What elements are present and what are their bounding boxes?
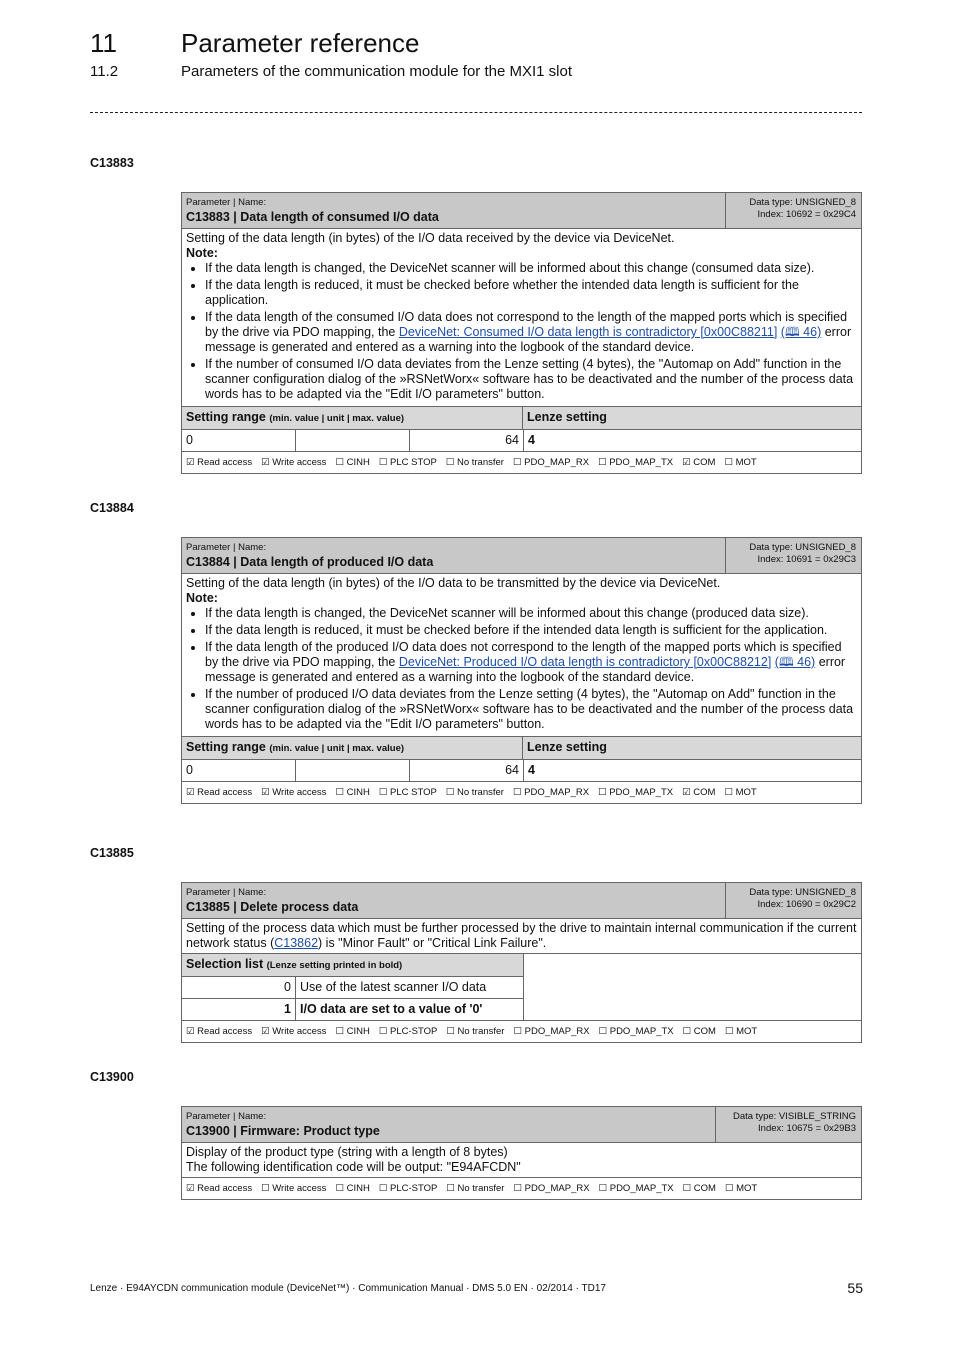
min-value: 0 (182, 430, 296, 451)
access-flag: ☐ PLC-STOP (378, 1026, 438, 1037)
list-item (205, 310, 857, 355)
selection-list-hint: (Lenze setting printed in bold) (266, 960, 403, 971)
access-flag: ☐ No transfer (446, 1026, 505, 1037)
page-ref-link[interactable]: (🕮 46) (774, 655, 816, 669)
param-tag: Parameter | Name: (186, 197, 267, 208)
list-item: • If the data length is reduced, it must be checked before whether the intended data length is sufficient for the application. (205, 278, 857, 308)
data-type: Data type: UNSIGNED_8 (749, 197, 856, 208)
access-flag: ☐ PDO_MAP_TX (598, 1183, 674, 1194)
access-flag: ☑ Read access (186, 787, 253, 798)
param-index: Index: 10692 = 0x29C4 (757, 208, 856, 220)
unit-value (296, 430, 410, 451)
param-description (182, 229, 861, 407)
lenze-setting-label: Lenze setting (527, 410, 607, 424)
access-flag: ☐ PLC STOP (378, 787, 437, 798)
access-flag: ☐ MOT (724, 1183, 758, 1194)
footer-text: Lenze · E94AYCDN communication module (DeviceNet™) · Communication Manual · DMS 5.0 EN · 02/2014 · TD17 (90, 1283, 606, 1294)
access-row (182, 1021, 861, 1042)
access-flag: ☐ No transfer (445, 457, 504, 468)
param-description (182, 574, 861, 737)
access-flag: ☐ CINH (335, 1183, 370, 1194)
setting-range-label: Setting range (186, 410, 266, 424)
page-number: 55 (847, 1280, 863, 1296)
selection-row (182, 998, 523, 1020)
access-flag: ☐ PDO_MAP_RX (512, 787, 590, 798)
param-header (182, 538, 861, 574)
param-label-c13900: C13900 (90, 1070, 134, 1084)
description-text: Display of the product type (string with a length of 8 bytes) (186, 1145, 508, 1159)
selection-value: 1 (182, 999, 296, 1020)
data-type: Data type: VISIBLE_STRING (732, 1111, 856, 1122)
param-table-c13900 (181, 1106, 862, 1200)
param-header (182, 193, 861, 229)
note-list (186, 606, 857, 732)
param-label-c13885: C13885 (90, 846, 134, 860)
access-flag: ☐ PDO_MAP_RX (512, 457, 590, 468)
description-text: Setting of the data length (in bytes) of the I/O data received by the device via DeviceNet. (186, 231, 675, 245)
param-label-c13884: C13884 (90, 501, 134, 515)
selection-text: I/O data are set to a value of '0' (300, 1002, 483, 1016)
access-flag: ☑ Write access (261, 457, 327, 468)
access-flag: ☑ COM (682, 457, 716, 468)
max-value: 64 (410, 430, 524, 451)
param-name: C13883 | Data length of consumed I/O data (186, 210, 439, 224)
note-text: error message is generated and entered as a warning into the logbook of the standard device. (205, 655, 846, 684)
list-item: • If the data length is reduced, it must be checked before if the intended data length is sufficient for the application. (205, 623, 857, 638)
param-name: C13885 | Delete process data (186, 900, 359, 914)
selection-value: 0 (182, 977, 296, 998)
page-ref-link[interactable]: (🕮 46) (780, 325, 822, 339)
list-item: • If the number of consumed I/O data deviates from the Lenze setting (4 bytes), the "Automap on Add" function in the scanner configuration dialog of the »RSNetWorx« software has to be deactivated and the number of the process data words has to be adapted via the "Edit I/O parameters" button. (205, 357, 857, 402)
access-flag: ☐ CINH (335, 787, 370, 798)
access-flag: ☑ Write access (261, 1026, 327, 1037)
access-flag: ☑ COM (682, 787, 716, 798)
access-flag: ☐ No transfer (445, 787, 504, 798)
header-divider (90, 112, 862, 113)
list-item: • If the number of produced I/O data deviates from the Lenze setting (4 bytes), the "Automap on Add" function in the scanner configuration dialog of the »RSNetWorx« software has to be deactivated and the number of the process data words has to be adapted via the "Edit I/O parameters" button. (205, 687, 857, 732)
access-row (182, 452, 861, 473)
access-flag: ☐ CINH (335, 1026, 370, 1037)
lenze-setting-label: Lenze setting (527, 740, 607, 754)
lenze-value: 4 (528, 433, 535, 447)
chapter-number: 11 (90, 28, 117, 58)
param-table-c13883 (181, 192, 862, 474)
access-flag: ☐ MOT (724, 1026, 758, 1037)
note-text: If the data length of the produced I/O data does not correspond to the length of the mapped ports which is specified by the drive via PDO mapping, the (205, 640, 842, 669)
note-text: error message is generated and entered as a warning into the logbook of the standard device. (205, 325, 852, 354)
param-index: Index: 10675 = 0x29B3 (758, 1122, 856, 1134)
max-value: 64 (410, 760, 524, 781)
error-link[interactable]: DeviceNet: Consumed I/O data length is contradictory [0x00C88211] (398, 325, 778, 339)
access-flag: ☐ PLC-STOP (378, 1183, 438, 1194)
setting-range-hint: (min. value | unit | max. value) (269, 413, 405, 424)
access-row (182, 782, 861, 803)
setting-values-row (182, 760, 861, 782)
section-number: 11.2 (90, 63, 119, 80)
selection-list-label: Selection list (186, 957, 264, 971)
description-part: ) is "Minor Fault" or "Critical Link Failure". (318, 936, 547, 950)
param-name: C13884 | Data length of produced I/O data (186, 555, 434, 569)
setting-values-row (182, 430, 861, 452)
param-header (182, 883, 861, 919)
access-flag: ☐ PDO_MAP_RX (513, 1183, 590, 1194)
access-flag: ☐ PDO_MAP_RX (513, 1026, 590, 1037)
description-part: Setting of the process data which must be further processed by the drive to maintain internal communication if the current network status ( (186, 921, 857, 950)
selection-list (182, 954, 861, 1021)
param-table-c13885 (181, 882, 862, 1043)
lenze-value: 4 (528, 763, 535, 777)
access-flag: ☐ COM (682, 1026, 716, 1037)
setting-range-hint: (min. value | unit | max. value) (269, 743, 405, 754)
error-link[interactable]: DeviceNet: Produced I/O data length is contradictory [0x00C88212] (398, 655, 772, 669)
param-tag: Parameter | Name: (186, 542, 267, 553)
note-label: Note: (186, 246, 218, 260)
param-name: C13900 | Firmware: Product type (186, 1124, 380, 1138)
access-flag: ☐ MOT (724, 457, 757, 468)
param-index: Index: 10691 = 0x29C3 (757, 553, 856, 565)
selection-row (182, 976, 523, 998)
data-type: Data type: UNSIGNED_8 (749, 887, 856, 898)
param-header (182, 1107, 861, 1143)
access-flag: ☑ Read access (186, 1026, 253, 1037)
access-flag: ☐ No transfer (446, 1183, 505, 1194)
param-description (182, 1143, 861, 1178)
note-list (186, 261, 857, 402)
setting-header-row (182, 737, 861, 760)
parameter-link[interactable]: C13862 (274, 936, 319, 950)
param-label-c13883: C13883 (90, 156, 134, 170)
section-title: Parameters of the communication module for the MXI1 slot (181, 63, 573, 80)
note-label: Note: (186, 591, 218, 605)
unit-value (296, 760, 410, 781)
access-flag: ☐ CINH (335, 457, 370, 468)
description-text: Setting of the data length (in bytes) of the I/O data to be transmitted by the device via DeviceNet. (186, 576, 721, 590)
access-flag: ☑ Read access (186, 1183, 253, 1194)
setting-range-label: Setting range (186, 740, 266, 754)
param-description (182, 919, 861, 954)
min-value: 0 (182, 760, 296, 781)
access-row (182, 1178, 861, 1199)
access-flag: ☐ COM (682, 1183, 716, 1194)
param-tag: Parameter | Name: (186, 1111, 267, 1122)
list-item (205, 640, 857, 685)
note-text: If the data length of the consumed I/O data does not correspond to the length of the mapped ports which is specified by the drive via PDO mapping, the (205, 310, 848, 339)
selection-text: Use of the latest scanner I/O data (300, 980, 487, 994)
param-index: Index: 10690 = 0x29C2 (757, 898, 856, 910)
access-flag: ☑ Read access (186, 457, 253, 468)
access-flag: ☐ Write access (261, 1183, 327, 1194)
list-item: • If the data length is changed, the DeviceNet scanner will be informed about this change (consumed data size). (205, 261, 857, 276)
chapter-title: Parameter reference (181, 28, 420, 58)
description-text (186, 921, 857, 951)
param-table-c13884 (181, 537, 862, 804)
data-type: Data type: UNSIGNED_8 (749, 542, 856, 553)
access-flag: ☐ PLC STOP (378, 457, 437, 468)
access-flag: ☐ MOT (724, 787, 757, 798)
description-text: The following identification code will be output: "E94AFCDN" (186, 1160, 521, 1174)
access-flag: ☑ Write access (261, 787, 327, 798)
access-flag: ☐ PDO_MAP_TX (598, 457, 674, 468)
access-flag: ☐ PDO_MAP_TX (598, 1026, 674, 1037)
param-tag: Parameter | Name: (186, 887, 267, 898)
list-item: • If the data length is changed, the DeviceNet scanner will be informed about this change (produced data size). (205, 606, 857, 621)
selection-blank (524, 954, 861, 1020)
setting-header-row (182, 407, 861, 430)
access-flag: ☐ PDO_MAP_TX (598, 787, 674, 798)
